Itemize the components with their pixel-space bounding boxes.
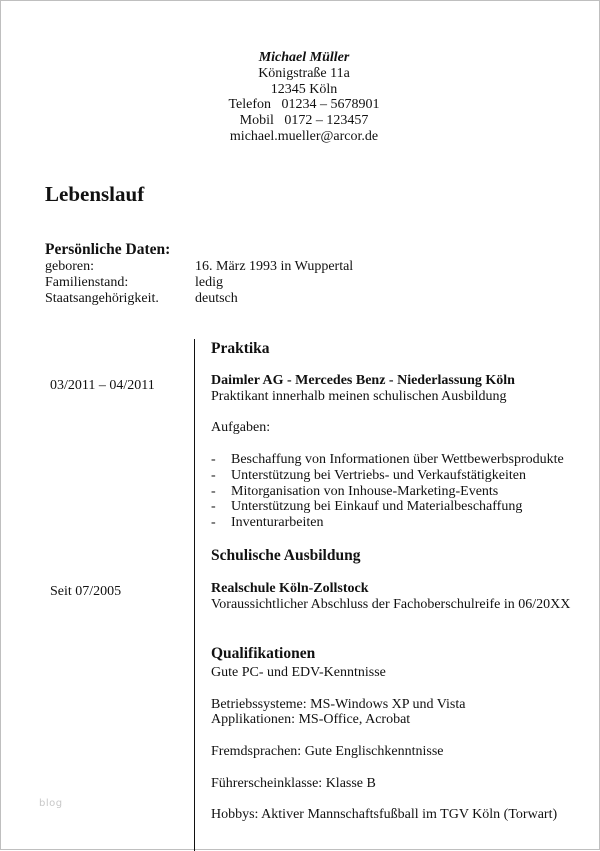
personal-label: Staatsangehörigkeit. (45, 290, 159, 306)
address-street: Königstraße 11a (258, 65, 350, 81)
timeline-divider (194, 339, 195, 851)
school-block (211, 581, 570, 613)
school-date: Seit 07/2005 (50, 584, 122, 599)
task-item: - Mitorganisation von Inhouse-Marketing-Events (211, 484, 564, 500)
email-address: michael.mueller@arcor.de (229, 128, 379, 144)
task-item: - Unterstützung bei Einkauf und Materialbeschaffung (211, 499, 564, 515)
task-item: - Inventurarbeiten (211, 515, 564, 531)
personal-row (45, 275, 353, 291)
personal-value: ledig (195, 274, 223, 290)
mobile-number: Mobil 0172 – 123457 (239, 113, 369, 129)
qualification-languages: Fremdsprachen: Gute Englischkenntnisse (211, 743, 444, 759)
qualifications-block (211, 665, 557, 823)
personal-row (45, 291, 353, 307)
address-city: 12345 Köln (270, 81, 338, 97)
school-heading: Schulische Ausbildung (211, 547, 361, 564)
internship-heading: Praktika (211, 340, 270, 357)
internship-block (211, 373, 564, 531)
personal-value: 16. März 1993 in Wuppertal (195, 259, 354, 274)
qualifications-heading: Qualifikationen (211, 645, 316, 662)
document-title: Lebenslauf (45, 182, 145, 206)
personal-data-section (45, 241, 353, 306)
qualification-os: Betriebssysteme: MS-Windows XP und Vista (211, 696, 466, 712)
personal-label: geboren: (45, 259, 94, 274)
task-list (211, 452, 564, 531)
phone-number: Telefon 01234 – 5678901 (228, 97, 380, 113)
tasks-label: Aufgaben: (211, 420, 271, 436)
internship-date: 03/2011 – 04/2011 (50, 378, 155, 393)
personal-row (45, 259, 353, 275)
qualification-license: Führerscheinklasse: Klasse B (211, 775, 376, 791)
qualification-apps: Applikationen: MS-Office, Acrobat (211, 712, 411, 728)
task-item: - Beschaffung von Informationen über Wettbewerbsprodukte (211, 452, 564, 468)
task-item: - Unterstützung bei Vertriebs- und Verkaufstätigkeiten (211, 468, 564, 484)
school-name: Realschule Köln-Zollstock (211, 581, 369, 596)
personal-data-heading: Persönliche Daten: (45, 241, 171, 258)
qualification-pc: Gute PC- und EDV-Kenntnisse (211, 665, 386, 680)
contact-block (1, 50, 600, 145)
school-detail: Voraussichtlicher Abschluss der Fachoberschulreife in 06/20XX (211, 596, 571, 612)
qualification-hobbies: Hobbys: Aktiver Mannschaftsfußball im TGV Köln (Torwart) (211, 807, 558, 823)
personal-label: Familienstand: (45, 274, 129, 290)
internship-company: Daimler AG - Mercedes Benz - Niederlassung Köln (211, 373, 515, 388)
applicant-name: Michael Müller (258, 50, 350, 65)
personal-value: deutsch (195, 290, 238, 306)
watermark-text: blog (39, 798, 63, 809)
internship-role: Praktikant innerhalb meinen schulischen Ausbildung (211, 388, 507, 404)
